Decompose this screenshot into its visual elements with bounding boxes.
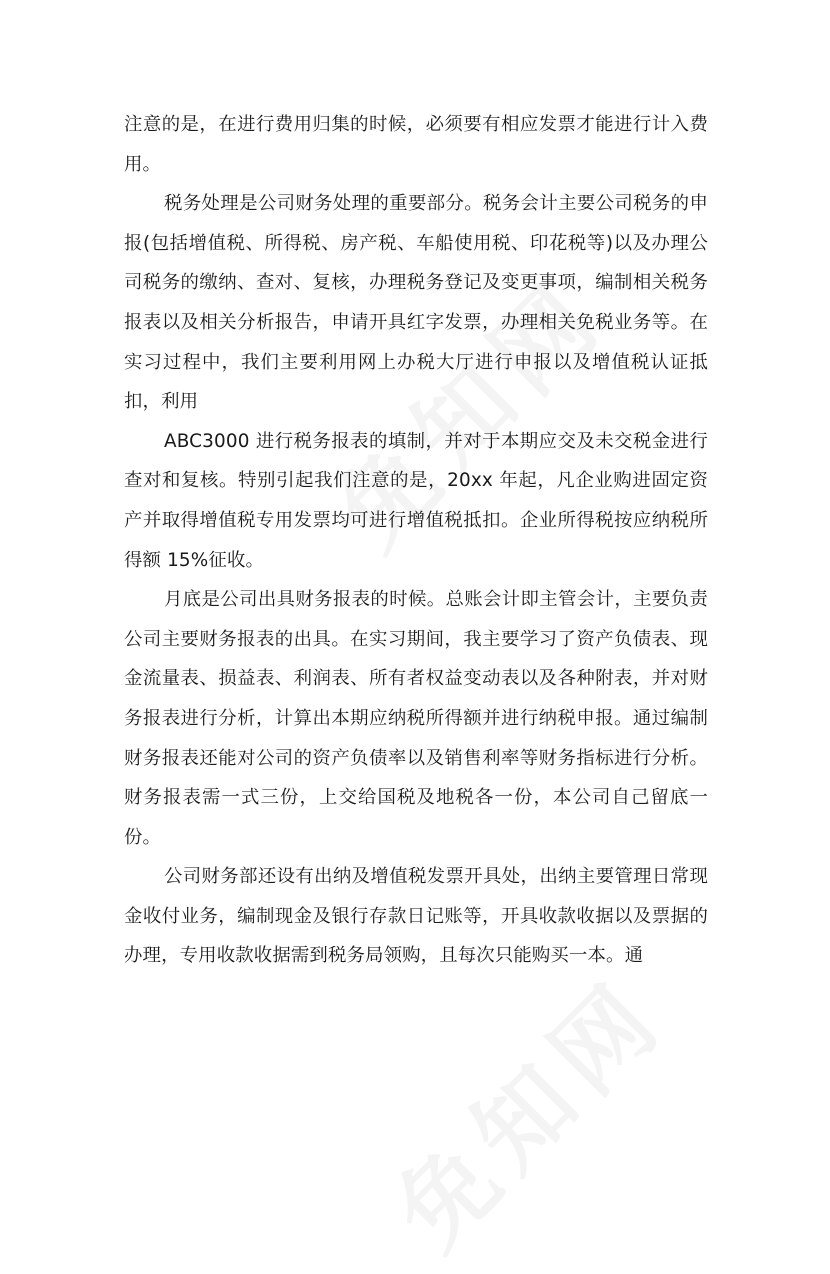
paragraph-tax-reports: ABC3000 进行税务报表的填制，并对于本期应交及未交税金进行查对和复核。特别引起我们注意的是，20xx 年起，凡企业购进固定资产并取得增值税专用发票均可进行增值税抵扣。企业所得税按应纳税所得额 15%征收。	[124, 430, 708, 571]
paragraph-cashier: 公司财务部还设有出纳及增值税发票开具处，出纳主要管理日常现金收付业务，编制现金及银行存款日记账等，开具收款收据以及票据的办理，专用收款收据需到税务局领购，且每次只能购买一本。通	[124, 866, 708, 967]
document-body	[124, 105, 708, 976]
paragraph-month-end-statements: 月底是公司出具财务报表的时候。总账会计即主管会计，主要负责公司主要财务报表的出具。在实习期间，我主要学习了资产负债表、现金流量表、损益表、利润表、所有者权益变动表以及各种附表，并对财务报表进行分析，计算出本期应纳税所得额并进行纳税申报。通过编制财务报表还能对公司的资产负债率以及销售利率等财务指标进行分析。财务报表需一式三份，上交给国税及地税各一份，本公司自己留底一份。	[124, 589, 708, 848]
paragraph-continued: 注意的是，在进行费用归集的时候，必须要有相应发票才能进行计入费用。	[124, 114, 708, 175]
paragraph-tax-processing: 税务处理是公司财务处理的重要部分。税务会计主要公司税务的申报(包括增值税、所得税、房产税、车船使用税、印花税等)以及办理公司税务的缴纳、查对、复核，办理税务登记及变更事项，编制相关税务报表以及相关分析报告，申请开具红字发票，办理相关免税业务等。在实习过程中，我们主要利用网上办税大厅进行申报以及增值税认证抵扣，利用	[124, 193, 708, 413]
watermark	[360, 943, 690, 1273]
